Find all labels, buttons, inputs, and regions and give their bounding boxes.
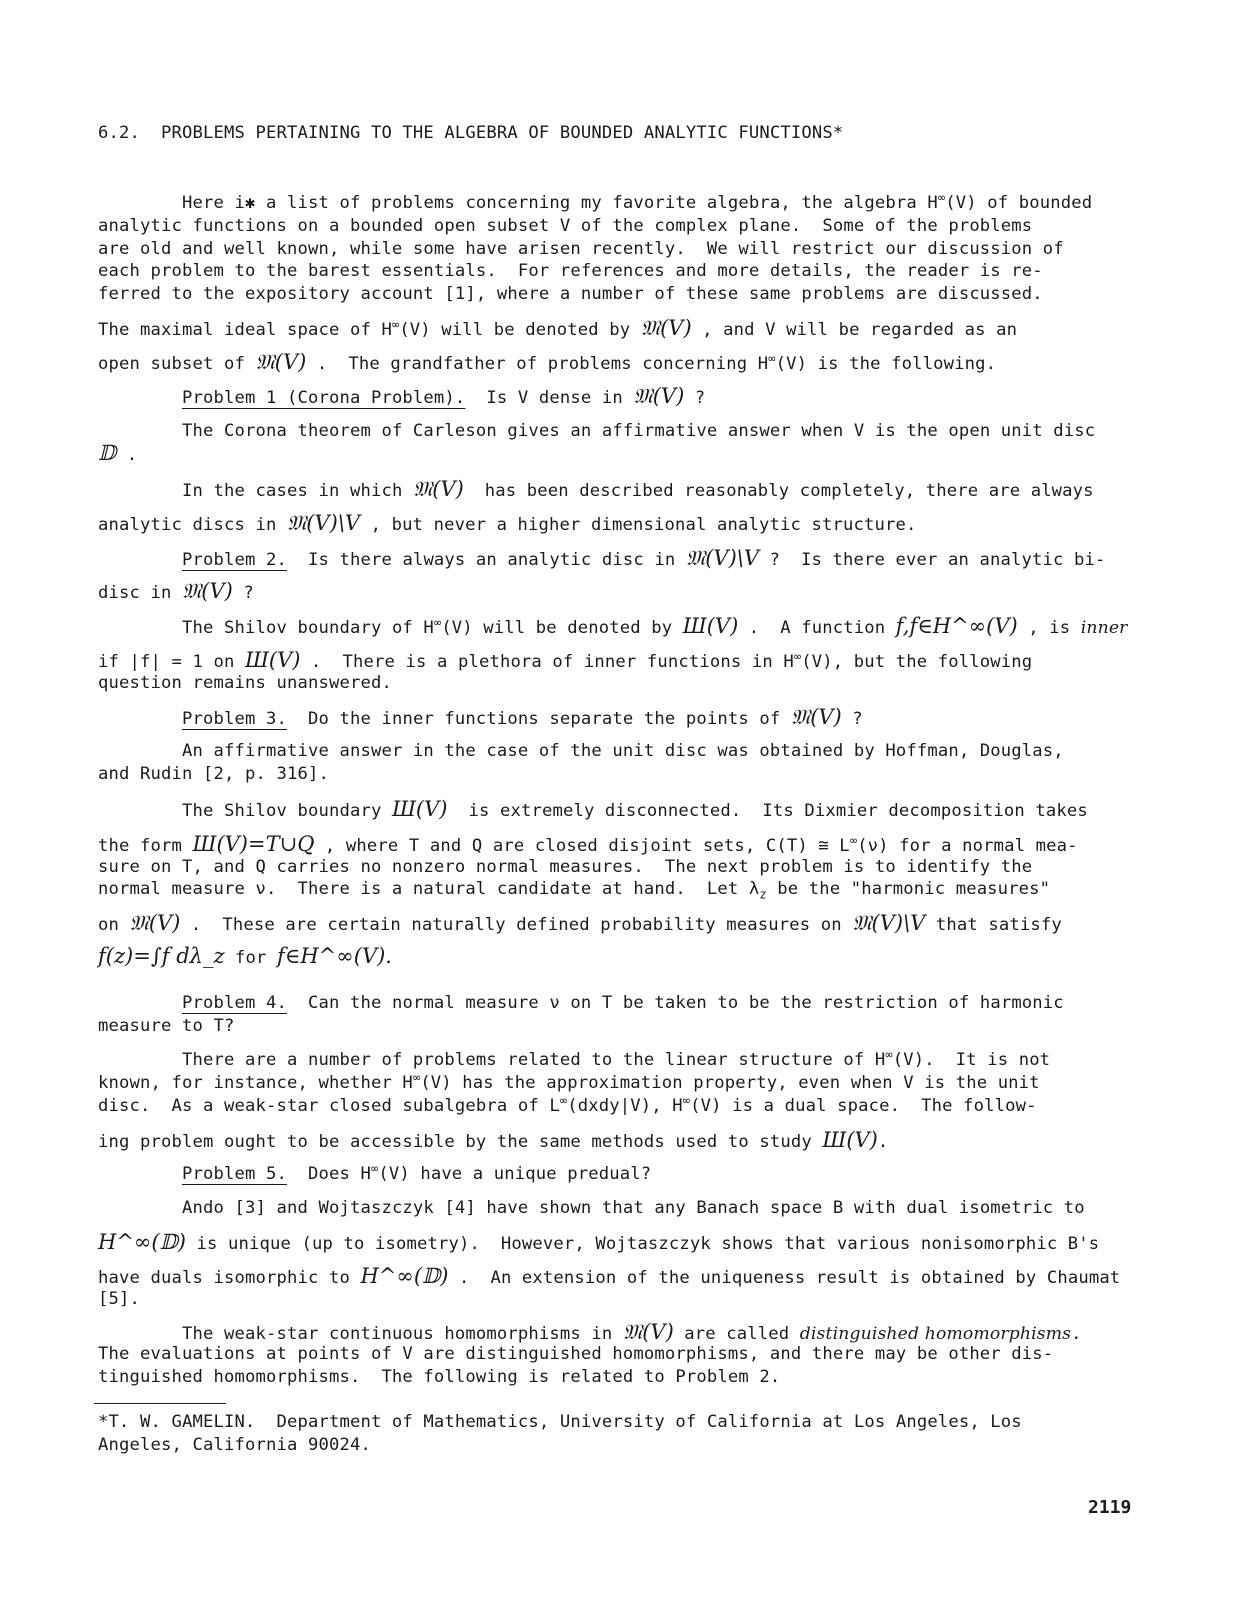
paragraph-line: f(z)=∫f dλ_z for f∈H^∞(V). [98, 944, 392, 968]
disc-symbol: 𝔻 [98, 441, 117, 465]
paragraph-line: The Corona theorem of Carleson gives an affirmative answer when V is the open unit disc [181, 421, 1096, 441]
paragraph-line: sure on T, and Q carries no nonzero normal measures. The next problem is to identify the [98, 857, 1033, 877]
paragraph-line: each problem to the barest essentials. For references and more details, the reader is re- [98, 261, 1043, 281]
problem-5: Problem 5. Does H∞(V) have a unique predual? [181, 1161, 652, 1184]
paragraph-line: are old and well known, while some have arisen recently. We will restrict our discussion of [98, 239, 1064, 259]
paragraph-line: H^∞(𝔻) is unique (up to isometry). However, Wojtaszczyk shows that various nonisomorphic B's [98, 1230, 1100, 1254]
paragraph-line: The Shilov boundary Ш(V) is extremely disconnected. Its Dixmier decomposition takes [181, 797, 1088, 821]
paragraph-line: 𝔻 . [98, 441, 138, 465]
paragraph-line: on 𝔐(V) . These are certain naturally defined probability measures on 𝔐(V)\V that satisfy [98, 911, 1062, 935]
paragraph-line: tinguished homomorphisms. The following is related to Problem 2. [98, 1367, 781, 1387]
footnote-line: *T. W. GAMELIN. Department of Mathematics, University of California at Los Angeles, Los [98, 1412, 1022, 1432]
paragraph-line: analytic functions on a bounded open subset V of the complex plane. Some of the problems [98, 216, 1033, 236]
paragraph-line: analytic discs in 𝔐(V)\V , but never a higher dimensional analytic structure. [98, 511, 917, 535]
paragraph-line: question remains unanswered. [98, 673, 392, 693]
paragraph-line: if |f| = 1 on Ш(V) . There is a plethora of inner functions in H∞(V), but the following [98, 648, 1033, 672]
footnote-line: Angeles, California 90024. [98, 1435, 371, 1455]
maximal-ideal-space-symbol: 𝔐(V) [640, 316, 692, 340]
problem-label: Problem 4. [181, 993, 287, 1013]
problem-3: Problem 3. Do the inner functions separate the points of 𝔐(V) ? [181, 705, 863, 729]
harmonic-measure-formula: f(z)=∫f dλ_z [98, 944, 225, 968]
problem-label: Problem 1 (Corona Problem). [181, 388, 466, 408]
paragraph-line: ing problem ought to be accessible by the same methods used to study Ш(V). [98, 1128, 889, 1152]
paragraph-line: The maximal ideal space of H∞(V) will be denoted by 𝔐(V) , and V will be regarded as an [98, 316, 1018, 340]
shilov-boundary-symbol: Ш(V) [682, 614, 739, 638]
problem-1: Problem 1 (Corona Problem). Is V dense in 𝔐(V) ? [181, 384, 706, 408]
paragraph-line: and Rudin [2, p. 316]. [98, 764, 329, 784]
paragraph-line: disc. As a weak-star closed subalgebra of L∞(dxdy|V), H∞(V) is a dual space. The follow- [98, 1093, 1037, 1116]
paragraph-line: Ando [3] and Wojtaszczyk [4] have shown that any Banach space B with dual isometric to [181, 1198, 1085, 1218]
maximal-ideal-space-symbol: 𝔐(V) [255, 350, 307, 374]
problem-label: Problem 5. [181, 1164, 287, 1184]
problem-label: Problem 2. [181, 550, 287, 570]
paragraph-line: normal measure ν. There is a natural candidate at hand. Let $\lambda_z$ be the "harmonic measures" [98, 879, 1051, 902]
problem-label: Problem 3. [181, 709, 287, 729]
problem-4: Problem 4. Can the normal measure ν on T be taken to be the restriction of harmonic [181, 993, 1064, 1013]
page-number: 2119 [1088, 1497, 1132, 1518]
paragraph-line: ferred to the expository account [1], where a number of these same problems are discussed. [98, 284, 1043, 304]
paragraph-line: An affirmative answer in the case of the unit disc was obtained by Hoffman, Douglas, [181, 741, 1064, 761]
paragraph-line: known, for instance, whether H∞(V) has the approximation property, even when V is the unit [98, 1070, 1040, 1093]
paragraph-line: have duals isomorphic to H^∞(𝔻) . An extension of the uniqueness result is obtained by Chaumat [98, 1264, 1121, 1288]
paragraph-line: There are a number of problems related to the linear structure of H∞(V). It is not [181, 1047, 1051, 1070]
paragraph-line: The weak-star continuous homomorphisms in 𝔐(V) are called distinguished homomorphisms. [181, 1320, 1082, 1344]
paragraph-line: measure to T? [98, 1016, 235, 1036]
paragraph-line: the form Ш(V)=T∪Q , where T and Q are closed disjoint sets, C(T) ≅ L∞(ν) for a normal mea- [98, 832, 1078, 856]
section-title: 6.2. PROBLEMS PERTAINING TO THE ALGEBRA OF BOUNDED ANALYTIC FUNCTIONS* [98, 123, 844, 143]
paragraph-line: The Shilov boundary of H∞(V) will be denoted by Ш(V) . A function f,f∈H^∞(V) , is inner [181, 614, 1128, 638]
paragraph-line: open subset of 𝔐(V) . The grandfather of problems concerning H∞(V) is the following. [98, 350, 997, 374]
paragraph-line: The evaluations at points of V are distinguished homomorphisms, and there may be other dis- [98, 1344, 1054, 1364]
paragraph-line: [5]. [98, 1289, 140, 1309]
footnote-rule [94, 1403, 226, 1404]
paragraph-line: In the cases in which 𝔐(V) has been described reasonably completely, there are always [181, 477, 1094, 501]
paragraph-line: disc in 𝔐(V) ? [98, 579, 254, 603]
problem-2: Problem 2. Is there always an analytic disc in 𝔐(V)\V ? Is there ever an analytic bi- [181, 546, 1106, 570]
paragraph-line: Here i✱ a list of problems concerning my favorite algebra, the algebra H∞(V) of bounded [181, 190, 1093, 213]
